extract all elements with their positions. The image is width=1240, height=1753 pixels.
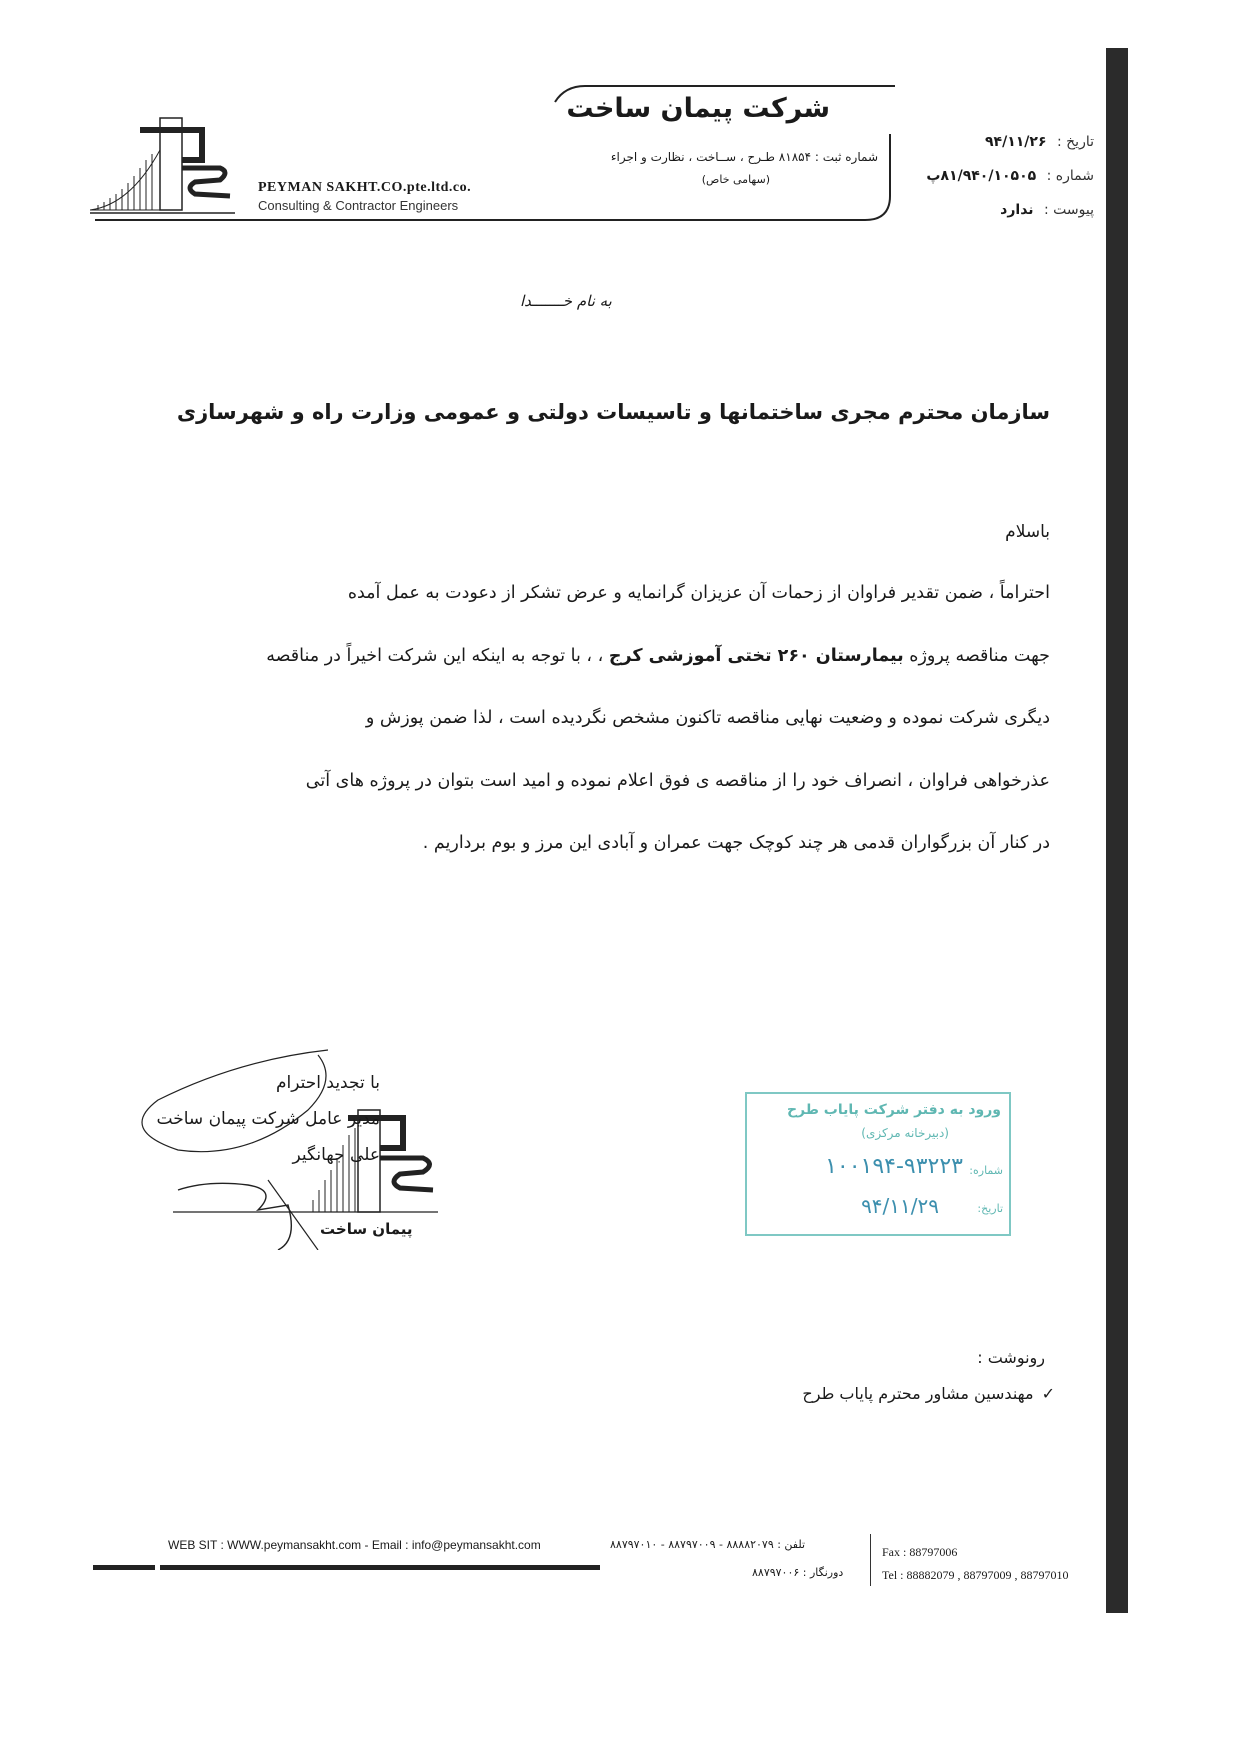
stamp-title: ورود به دفتر شرکت پایاب طرح	[786, 1102, 1001, 1118]
company-stamp-text: پیمان ساخت	[320, 1220, 413, 1238]
stamp-number-label: شماره:	[969, 1164, 1003, 1177]
footer-fax-en: Fax : 88797006	[882, 1545, 958, 1559]
number-value: ۸۱/۹۴۰/۱۰۵۰۵پ	[926, 168, 1037, 184]
body-line	[170, 625, 1050, 688]
footer-rule	[160, 1565, 600, 1570]
date-label: تاریخ :	[1056, 134, 1094, 150]
date-row	[985, 134, 1094, 150]
body-line: عذرخواهی فراوان ، انصراف خود را از مناقصه ی فوق اعلام نموده و امید است بتوان در پروژه های آتی	[305, 770, 1050, 791]
footer-rule	[93, 1565, 155, 1570]
body-line: احتراماً ، ضمن تقدیر فراوان از زحمات آن عزیزان گرانمایه و عرض تشکر از دعودت به عمل آمده	[347, 583, 1050, 603]
number-label: شماره :	[1046, 168, 1094, 184]
body-text-fragment: جهت مناقصه پروژه	[903, 645, 1050, 666]
body-text-fragment: ، ، با توجه به اینکه این شرکت اخیراً در مناقصه	[266, 645, 609, 666]
body-line: در کنار آن بزرگواران قدمی هر چند کوچک جهت عمران و آبادی این مرز و بوم برداریم .	[422, 833, 1050, 853]
footer-tel-en: Tel : 88882079 , 88797009 , 88797010	[882, 1568, 1069, 1582]
body-line: دیگری شرکت نموده و وضعیت نهایی مناقصه تاکنون مشخص نگردیده است ، لذا ضمن پوزش و	[365, 708, 1050, 728]
signer-title: مدیر عامل شرکت پیمان ساخت	[156, 1109, 380, 1129]
cc-item	[802, 1384, 1055, 1403]
scanner-edge-bar	[1106, 48, 1128, 1613]
number-row	[926, 168, 1094, 184]
attachment-row	[1000, 202, 1094, 218]
footer-divider	[870, 1534, 871, 1586]
footer-phone-fa: تلفن : ۸۸۸۸۲۰۷۹ - ۸۸۷۹۷۰۰۹ - ۸۸۷۹۷۰۱۰	[610, 1538, 806, 1551]
stamp-date-value: ۹۴/۱۱/۲۹	[861, 1194, 939, 1218]
recipient: سازمان محترم مجری ساختمانها و تاسیسات دولتی و عمومی وزارت راه و شهرسازی	[176, 400, 1050, 424]
date-value: ۹۴/۱۱/۲۶	[985, 134, 1047, 150]
stamp-number-value: ۱۰۰۱۹۴-۹۳۲۲۳	[825, 1154, 963, 1179]
checkmark-icon: ✓	[1041, 1384, 1055, 1403]
company-type: (سهامی خاص)	[701, 173, 770, 186]
bismillah: به نام خـــــــدا	[520, 292, 612, 310]
company-subtitle-en: Consulting & Contractor Engineers	[258, 198, 459, 213]
footer-web-email: WEB SIT : WWW.peymansakht.com - Email : info@peymansakht.com	[168, 1538, 541, 1552]
cc-label: رونوشت :	[977, 1348, 1045, 1367]
reception-stamp	[745, 1092, 1011, 1236]
company-name-fa: شرکت پیمان ساخت	[566, 93, 830, 124]
stamp-subtitle: (دبیرخانه مرکزی)	[861, 1126, 949, 1140]
company-activities: شماره ثبت : ۸۱۸۵۴ طـرح ، ســاخت ، نظارت و اجراء	[610, 150, 878, 164]
attachment-value: ندارد	[1000, 202, 1034, 218]
attachment-label: پیوست :	[1044, 202, 1094, 218]
signature-block	[157, 1065, 380, 1173]
salutation: باسلام	[1005, 522, 1050, 542]
letter-body	[170, 562, 1050, 875]
signer-name: علی جهانگیر	[292, 1145, 380, 1165]
project-name: بیمارستان ۲۶۰ تختی آموزشی کرج	[608, 645, 904, 666]
closing-phrase: با تجدید احترام	[276, 1073, 380, 1093]
company-name-en: PEYMAN SAKHT.CO.pte.ltd.co.	[258, 180, 472, 195]
footer-fax-fa: دورنگار : ۸۸۷۹۷۰۰۶	[752, 1566, 844, 1579]
cc-recipient: مهندسین مشاور محترم پایاب طرح	[802, 1384, 1034, 1403]
stamp-date-label: تاریخ:	[977, 1202, 1003, 1215]
